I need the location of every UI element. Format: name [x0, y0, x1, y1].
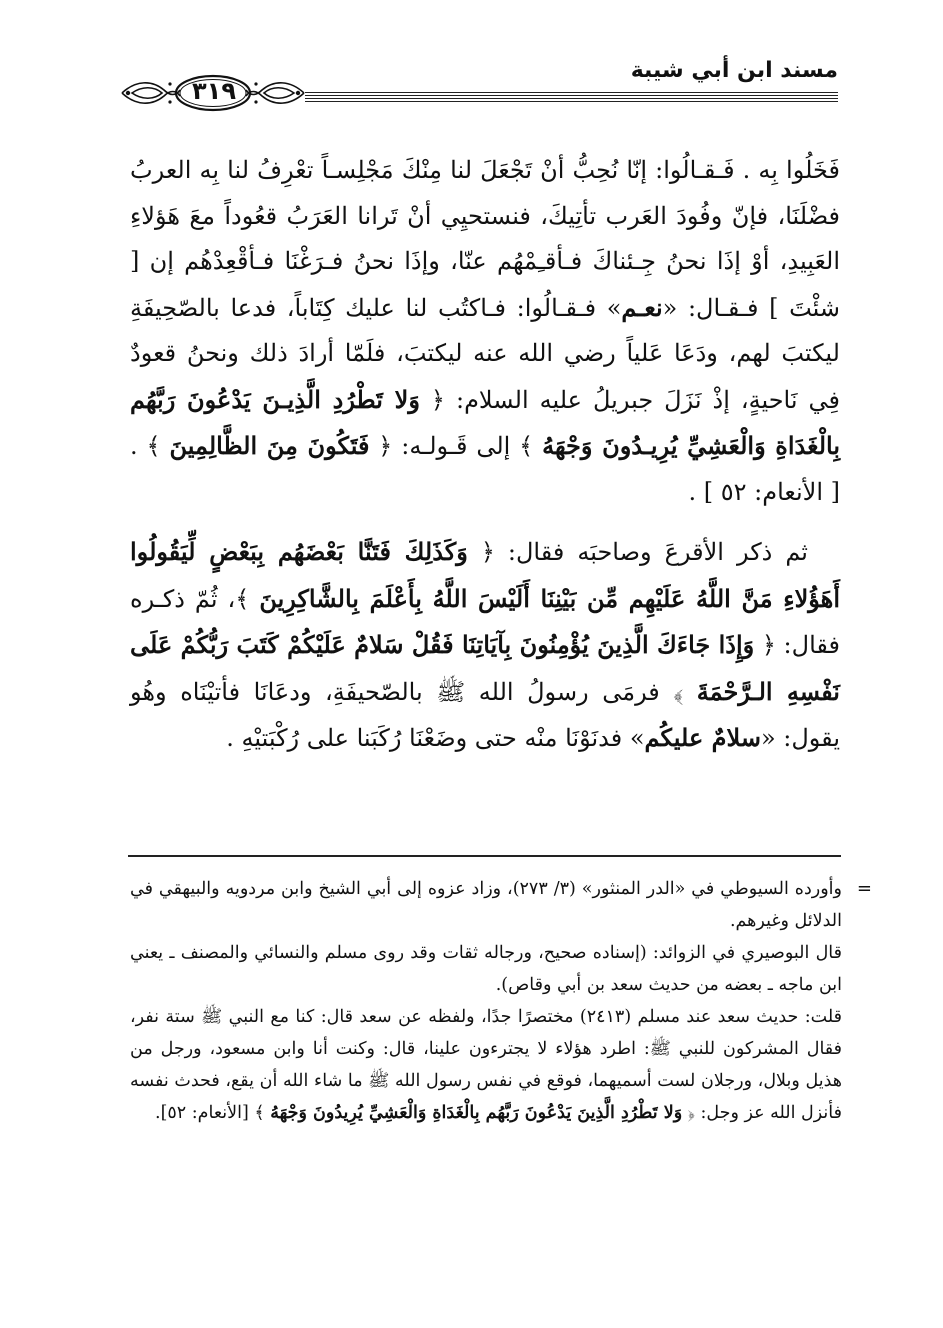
- text-run: » فـقـالُوا: فـاكتُب لنا عليك كِتَاباً، فدعا بالصّحِيفَةِ ليكتبَ لهم، ودَعَا عَلياً رضي الله عنه ليكتبَ، فلَمّا أرادَ ذلك ونحنُ قعودٌ فِي نَاحيةٍ، إذْ نَزَلَ جبريلُ عليه السلام: ﴿: [130, 293, 840, 414]
- header-rule: [305, 92, 838, 104]
- emphasized-text: وَكَذَلِكَ فَتَنَّا بَعْضَهُم بِبَعْضٍ لِّيَقُولُوا أَهَؤُلاءِ مَنَّ اللَّهُ عَلَيْهِم مِّن بَيْنِنَا أَلَيْسَ اللَّهُ بِأَعْلَمَ بِالشَّاكِرِينَ: [130, 537, 840, 613]
- page-number: ٣١٩: [192, 77, 236, 105]
- body-paragraph: [130, 148, 840, 515]
- text-run: » فدنَوْنَا منْه حتى وضَعْنَا رُكَبَنا على رُكْبَتيْهِ .: [226, 724, 645, 752]
- emphasized-text: وَلا تَطْرُدِ الَّذِيـنَ يَدْعُونَ رَبَّهُم بِالْغَدَاةِ وَالْعَشِيِّ يُرِيـدُونَ وَجْهَهُ: [130, 384, 840, 460]
- footnote-paragraph: [130, 1001, 842, 1129]
- emphasized-text: سلامٌ عليكُم: [644, 723, 761, 752]
- emphasized-text: فَتَكُونَ مِنَ الظَّالِمِينَ: [169, 431, 370, 460]
- text-run: قلت: حديث سعد عند مسلم (٢٤١٣) مختصرًا جدًا، ولفظه عن سعد قال: كنا مع النبي ﷺ ستة نفر، فقال المشركون للنبي ﷺ: اطرد هؤلاء لا يجترءون علينا، قال: وكنت أنا وابن مسعود، ورجل من هذيل وبلال، ورجلان لست أسميهما، فوقع في نفس رسول الله ﷺ ما شاء الله أن يقع، فحدث نفسه فأنزل الله عز وجل: ﴿: [130, 1007, 842, 1123]
- text-run: ﴾ إلى قَـولـه: ﴿: [369, 432, 543, 460]
- text-run: فَخَلُوا بِه . فَـقـالُوا: إنّا نُحِبُّ أنْ تَجْعَلَ لنا مِنْكَ مَجْلِسـاً تعْرِفُ لنا بِه العربُ فضْلَنَا، فإنّ وفُودَ العَرب تأتِيكَ، فنستحيِي أنْ تَرانا العَرَبُ قعُوداً معَ هَؤلاءِ العَبِيدِ، أوْ إذَا نحنُ جِـئناكَ فـأقـِمْهُم عنّا، وإذَا نحنُ فـرَغْنَا فـأقْعِدْهُم إن [ شئْتَ ] فـقـال: «: [130, 156, 840, 322]
- text-run: ﴾ . [ الأنعام: ٥٢ ] .: [130, 432, 840, 506]
- emphasized-text: نعـم: [621, 292, 663, 322]
- text-run: وأورده السيوطي في «الدر المنثور» (٣/ ٢٧٣)، وزاد عزوه إلى أبي الشيخ وابن مردويه والبيهقي في الدلائل وغيرهم.: [130, 879, 842, 931]
- footnote-separator: [128, 855, 841, 857]
- running-title: مسند ابن أبي شيبة: [630, 58, 838, 83]
- body-paragraph: [130, 529, 840, 762]
- footnote-paragraph: [130, 873, 872, 937]
- text-run: ﴾ [الأنعام: ٥٢].: [155, 1103, 271, 1123]
- emphasized-text: وَإِذَا جَاءَكَ الَّذِينَ يُؤْمِنُونَ بِآيَاتِنَا فَقُلْ سَلامٌ عَلَيْكُمْ كَتَبَ رَبُّكُمْ عَلَى نَفْسِهِ الـرَّحْمَةَ: [130, 630, 840, 706]
- text-run: ﴾، ثُمّ ذكـره فقال: ﴿: [130, 584, 841, 659]
- text-run: قال البوصيري في الزوائد: (إسناده صحيح، ورجاله ثقات وقد روى مسلم والنسائي والمصنف ـ يعني ابن ماجه ـ بعضه من حديث سعد بن أبي وقاص).: [130, 943, 842, 995]
- footnotes: [130, 873, 872, 1129]
- continuation-mark: =: [856, 878, 872, 899]
- text-run: ثم ذكر الأقرعَ وصاحبَه فقال: ﴿: [467, 538, 808, 566]
- main-text: [130, 148, 840, 762]
- footnote-paragraph: [130, 937, 842, 1001]
- emphasized-text: وَلا تَطْرُدِ الَّذِينَ يَدْعُونَ رَبَّهُم بِالْغَدَاةِ وَالْعَشِيِّ يُرِيدُونَ وَجْهَهُ: [270, 1103, 683, 1123]
- text-run: ﴾ فرمَى رسولُ الله ﷺ بالصّحيفَةِ، ودعَانَا فأتيْنَاه وهُو يقول: «: [130, 677, 840, 752]
